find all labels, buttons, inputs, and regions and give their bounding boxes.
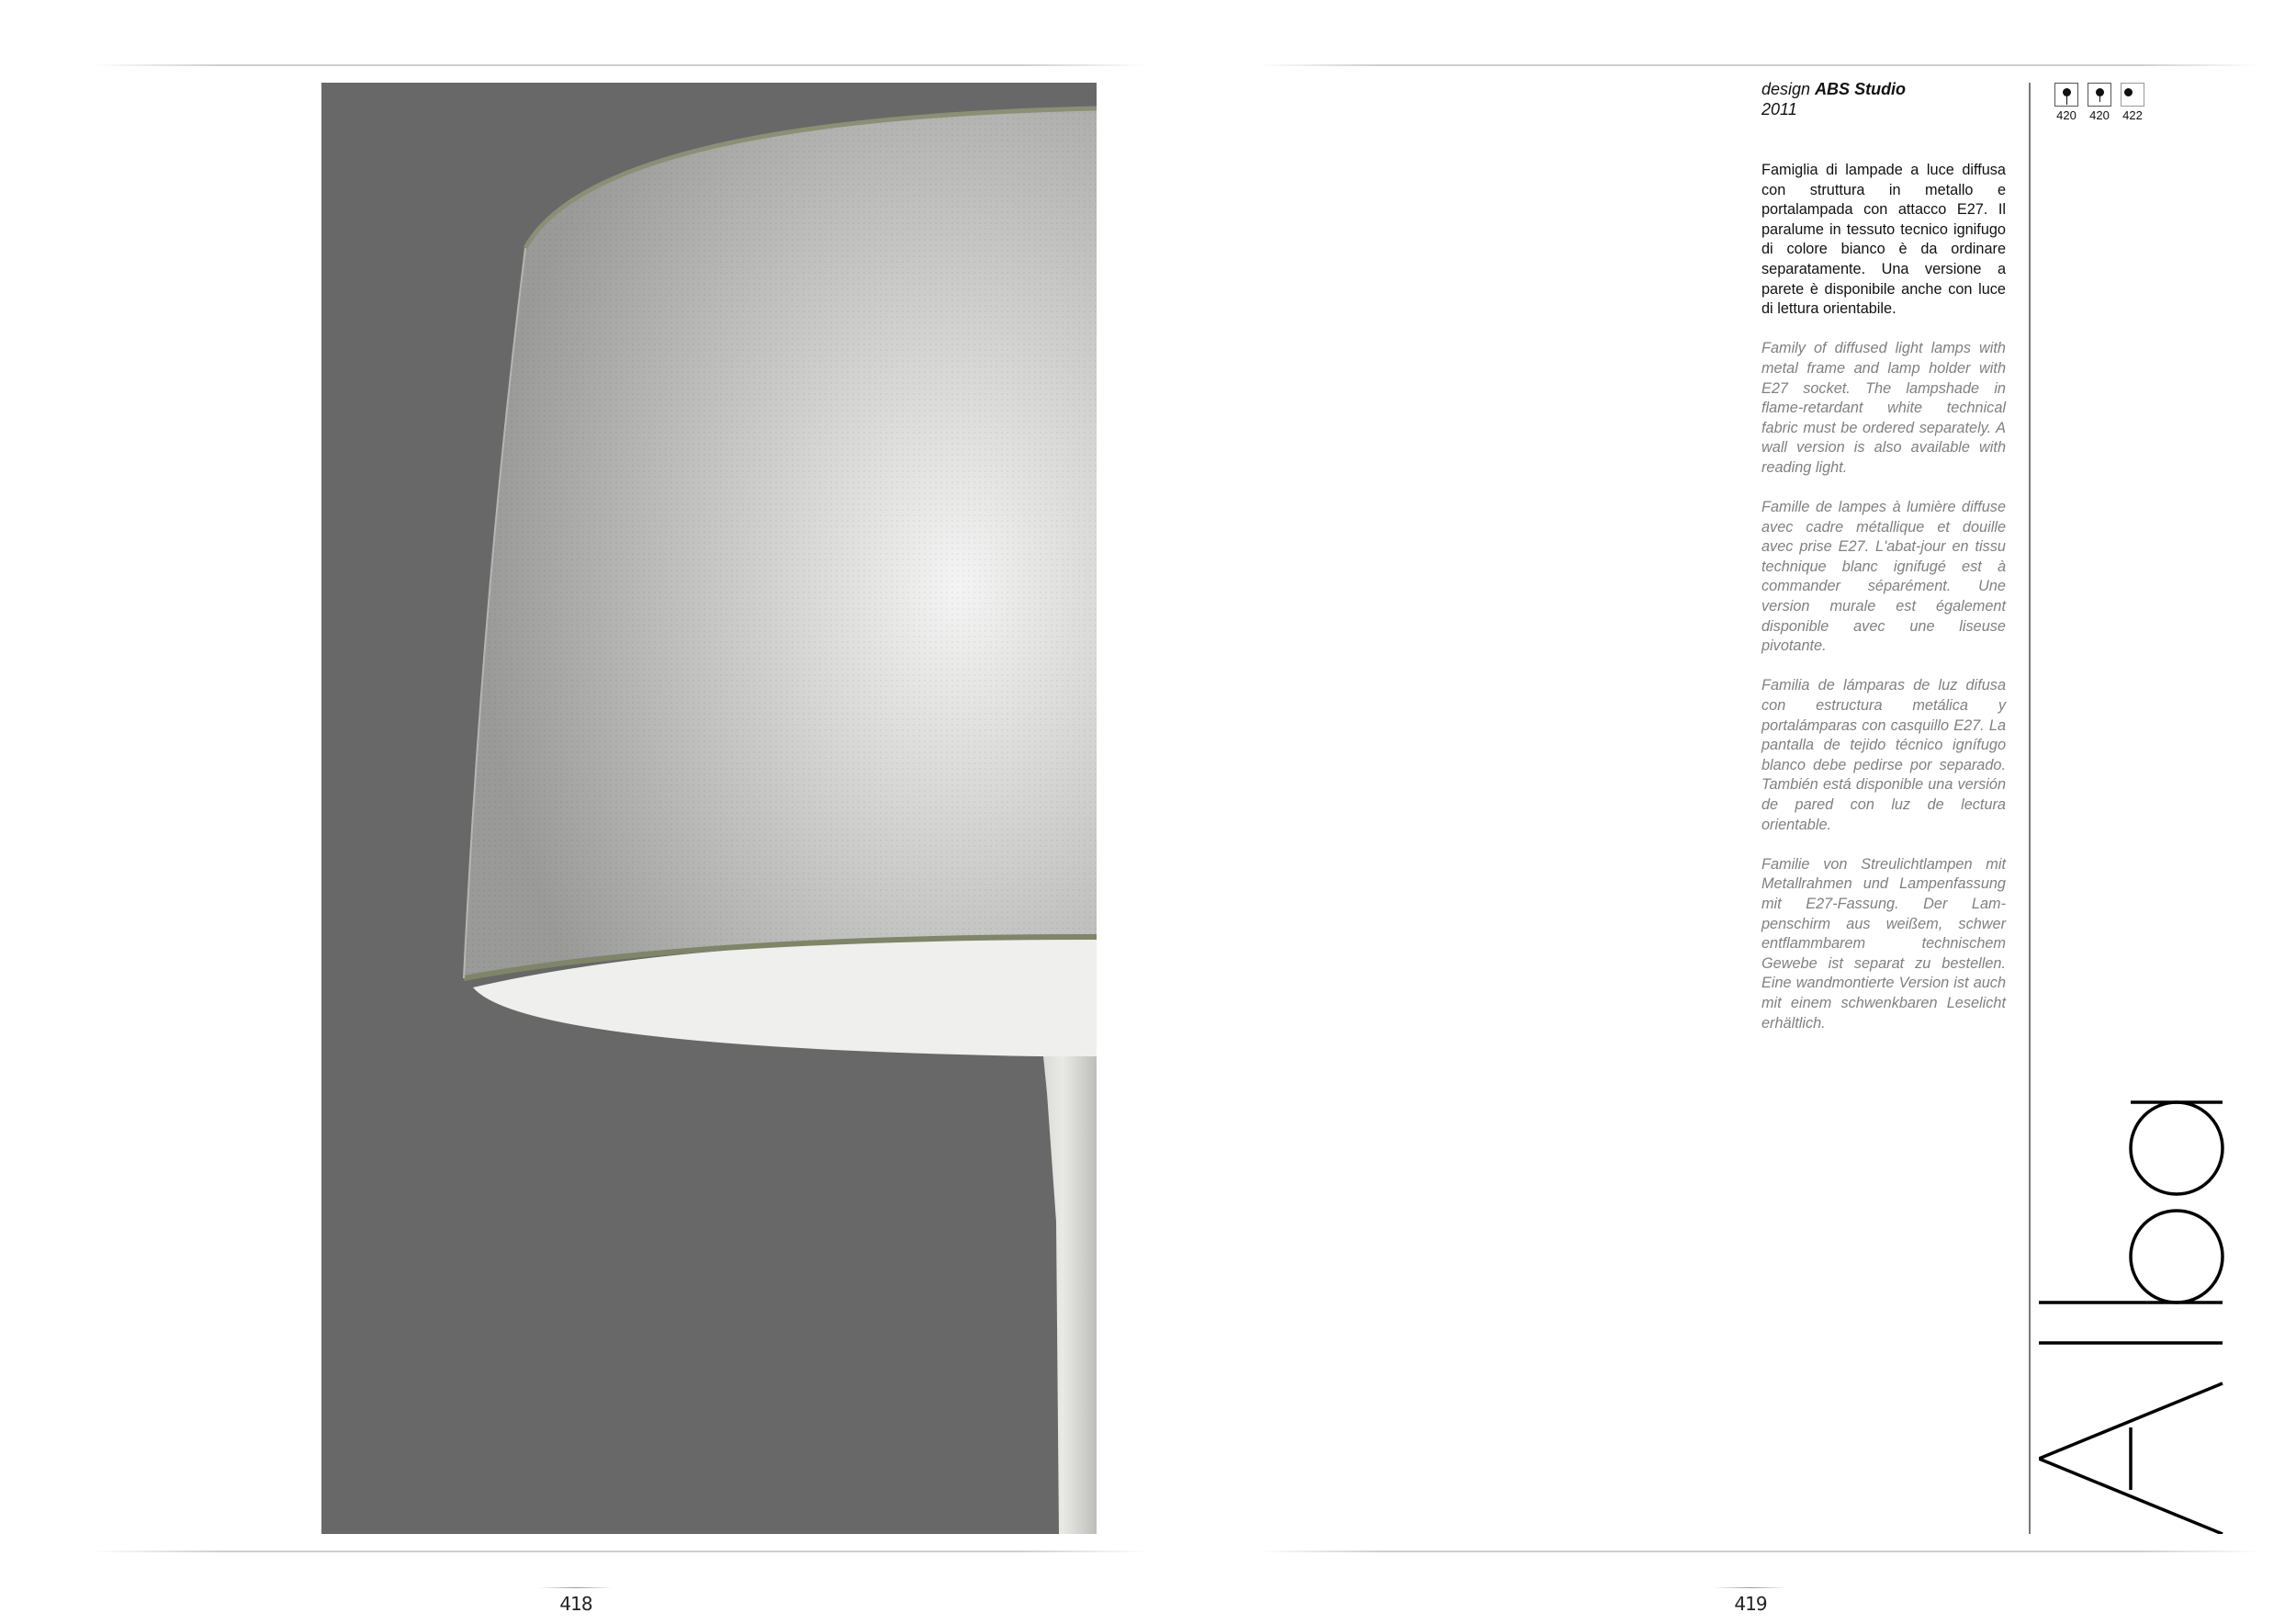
icon-label: 422: [2122, 108, 2143, 122]
description-column: [1761, 161, 2006, 1054]
wall-lamp-icon-cell: [2118, 83, 2147, 122]
bottom-rule-right: [1258, 1551, 2259, 1552]
designer-name: ABS Studio: [1815, 80, 1907, 98]
bottom-rule-left: [92, 1551, 1148, 1552]
page-number-right: 419: [1714, 1593, 1787, 1615]
column-divider: [2029, 83, 2031, 1534]
icon-label: 420: [2056, 108, 2077, 122]
design-year: 2011: [1761, 100, 1797, 118]
design-credit: [1761, 79, 1906, 119]
description-italian: Famiglia di lampade a luce diffusa con struttura in metallo e portalampada con attacco E27. Il paralume in tessuto tecnico ignifugo di colore bianco è da ordinare separatamente. Una versione a parete è disponibile anche con luce di lettura orientabile.: [1761, 162, 2006, 318]
description-german: Familie von Streulichtlampen mit Metallrahmen und Lampenfassung mit E27-Fassung. Der Lampenschirm aus weißem, schwer entflammbarem technischem Gewebe ist separat zu bestellen. Eine wandmontierte Version ist auch mit einem schwenkbaren Leselicht erhältlich.: [1761, 855, 2006, 1032]
page-number-left: 418: [539, 1593, 613, 1615]
top-rule-right: [1258, 64, 2259, 66]
description-french: Famille de lampes à lumière diffuse avec cadre métallique et douille avec prise E27. L'abat-jour en tissu technique blanc ignifugé est à commander séparément. Une version murale est également disponible avec une liseuse pivotante.: [1761, 499, 2006, 655]
top-rule-left: [92, 64, 1148, 66]
floor-lamp-icon: [2054, 83, 2078, 107]
icon-label: 420: [2089, 108, 2110, 122]
wall-lamp-icon: [2121, 83, 2144, 107]
table-lamp-icon: [2088, 83, 2111, 107]
product-icons: [2052, 83, 2147, 122]
design-prefix: design: [1761, 80, 1811, 98]
lamp-photo: [321, 83, 1097, 1534]
description-spanish: Familia de lámparas de luz difusa con estructura metálica y portalámparas con casquillo E27. La pantalla de tejido técnico ignífugo blanco debe pedirse por separado. También está disponible una versión de pared con luz de lectura orientable.: [1761, 677, 2006, 833]
description-english: Family of diffused light lamps with metal frame and lamp holder with E27 socket. The lampshade in flame-retardant white technical fabric must be ordered separately. A wall version is also available with reading light.: [1761, 340, 2006, 476]
floor-lamp-icon-cell: [2052, 83, 2081, 122]
table-lamp-icon-cell: [2085, 83, 2114, 122]
product-title: [2039, 1020, 2250, 1534]
